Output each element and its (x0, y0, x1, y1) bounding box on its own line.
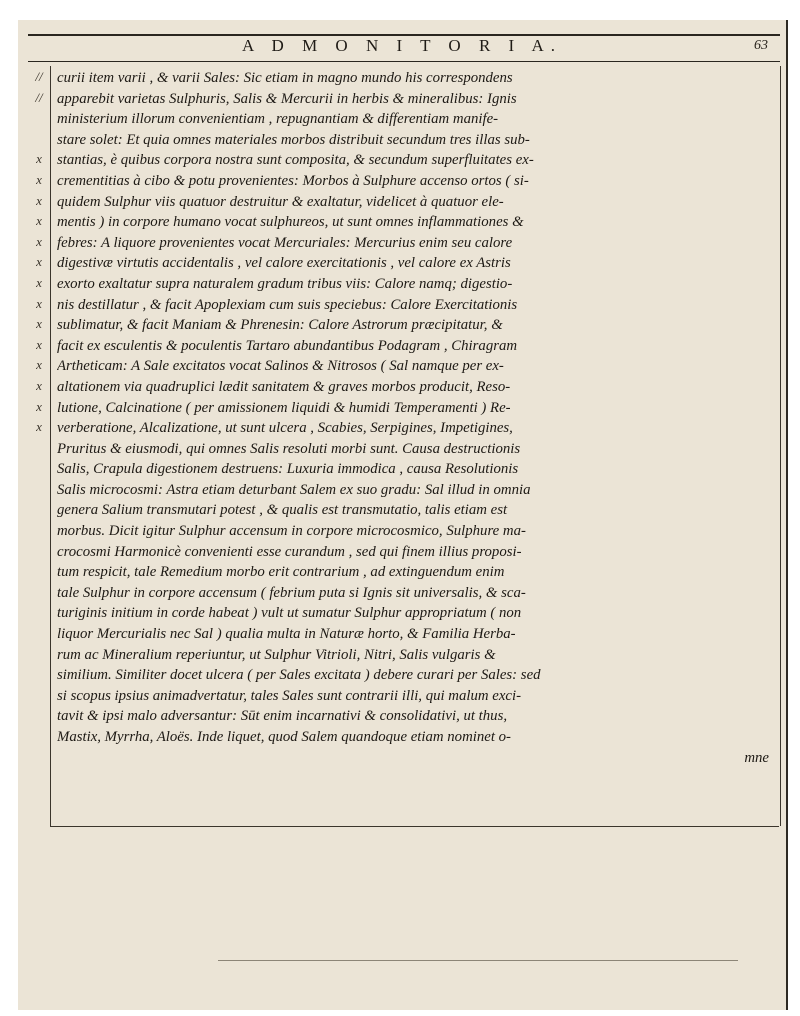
margin-mark: x (36, 316, 42, 332)
text-line: Salis microcosmi: Astra etiam deturbant Salem ex suo gradu: Sal illud in omnia (57, 481, 531, 498)
text-line: altationem via quadruplici lædit sanitatem & graves morbos producit, Reso- (57, 378, 511, 395)
text-line: stare solet: Et quia omnes materiales morbos distribuit secundum tres illas sub- (57, 131, 530, 148)
margin-mark: x (36, 213, 42, 229)
text-line: morbus. Dicit igitur Sulphur accensum in corpore microcosmico, Sulphure ma- (57, 523, 526, 540)
margin-mark: x (36, 398, 42, 414)
header-rule-bottom (28, 61, 780, 62)
margin-mark: x (36, 171, 42, 187)
text-line: tavit & ipsi malo adversantur: Sūt enim incarnativi & consolidativi, ut thus, (57, 708, 508, 725)
margin-mark (30, 129, 48, 150)
text-line: apparebit varietas Sulphuris, Salis & Mercurii in herbis & mineralibus: Ignis (57, 90, 517, 107)
text-frame (50, 66, 781, 826)
text-line: Artheticam: A Sale excitatos vocat Salinos & Nitrosos ( Sal namque per ex- (57, 358, 504, 375)
text-line: genera Salium transmutari potest , & qualis est transmutatio, talis etiam est (57, 502, 508, 519)
text-line: ministerium illorum convenientiam , repugnantiam & differentiam manife- (57, 111, 499, 128)
page-number: 63 (754, 38, 768, 53)
running-head: A D M O N I T O R I A. (241, 36, 563, 55)
text-line: sublimatur, & facit Maniam & Phrenesin: Calore Astrorum præcipitatur, & (57, 317, 503, 334)
text-line: crementitias à cibo & potu provenientes: Morbos à Sulphure accenso ortos ( si- (57, 172, 529, 189)
text-line: stantias, è quibus corpora nostra sunt composita, & secundum superfluitates ex- (57, 152, 534, 169)
text-line: Mastix, Myrrha, Aloës. Inde liquet, quod Salem quandoque etiam nominet o- (57, 729, 511, 745)
margin-mark: x (36, 274, 42, 290)
text-line: si scopus ipsius animadvertatur, tales Sales sunt contrarii illi, qui malum exci- (57, 687, 522, 704)
margin-mark: x (36, 295, 42, 311)
text-line: lutione, Calcinatione ( per amissionem liquidi & humidi Temperamenti ) Re- (57, 399, 511, 416)
text-line: curii item varii , & varii Sales: Sic etiam in magno mundo his correspondens (57, 70, 513, 86)
body-text (57, 68, 775, 768)
text-line: tum respicit, tale Remedium morbo erit contrarium , ad extinguendum enim (57, 564, 505, 581)
text-frame-bottom-rule (50, 826, 779, 827)
margin-mark: x (36, 377, 42, 393)
margin-marks (30, 67, 48, 438)
margin-mark: // (35, 89, 43, 105)
text-line: Pruritus & eiusmodi, qui omnes Salis resoluti morbi sunt. Causa destructionis (57, 440, 521, 457)
lower-rule (218, 960, 738, 961)
margin-mark: // (35, 69, 43, 84)
text-line: crocosmi Harmonicè convenienti esse curandum , sed qui finem illius proposi- (57, 543, 522, 560)
margin-mark: x (36, 192, 42, 208)
margin-mark: x (36, 233, 42, 249)
text-line: febres: A liquore provenientes vocat Mercuriales: Mercurius enim seu calore (57, 234, 513, 251)
text-line: nis destillatur , & facit Apoplexiam cum suis speciebus: Calore Exercitationis (57, 296, 518, 313)
text-line: exorto exaltatur supra naturalem gradum tribus viis: Calore namq; digestio- (57, 275, 513, 292)
text-line: quidem Sulphur viis quatuor destruitur & exaltatur, videlicet à quatuor ele- (57, 193, 504, 210)
text-line: rum ac Mineralium reperiuntur, ut Sulphur Vitrioli, Nitri, Salis vulgaris & (57, 646, 496, 663)
text-line: liquor Mercurialis nec Sal ) qualia multa in Naturæ horto, & Familia Herba- (57, 626, 516, 643)
text-line: verberatione, Alcalizatione, ut sunt ulcera , Scabies, Serpigines, Impetigines, (57, 420, 513, 437)
margin-mark: x (36, 254, 42, 270)
margin-mark: x (36, 151, 42, 167)
margin-mark: x (36, 357, 42, 373)
book-page (18, 20, 788, 1010)
text-line: facit ex esculentis & poculentis Tartaro abundantibus Podagram , Chiragram (57, 337, 518, 354)
margin-mark (30, 108, 48, 129)
margin-mark: x (36, 419, 42, 435)
catchword: mne (744, 749, 769, 766)
text-line: digestivæ virtutis accidentalis , vel calore exercitationis , vel calore ex Astris (57, 255, 511, 272)
margin-mark: x (36, 336, 42, 352)
text-line: mentis ) in corpore humano vocat sulphureos, ut sunt omnes inflammationes & (57, 214, 524, 231)
text-line: similium. Similiter docet ulcera ( per Sales excitata ) debere curari per Sales: sed (57, 667, 541, 684)
text-line: tale Sulphur in corpore accensum ( febrium puta si Ignis sit universalis, & sca- (57, 584, 526, 601)
text-line: Salis, Crapula digestionem destruens: Luxuria immodica , causa Resolutionis (57, 461, 519, 478)
text-line: turiginis initium in corde habeat ) vult ut sumatur Sulphur appropriatum ( non (57, 605, 522, 622)
